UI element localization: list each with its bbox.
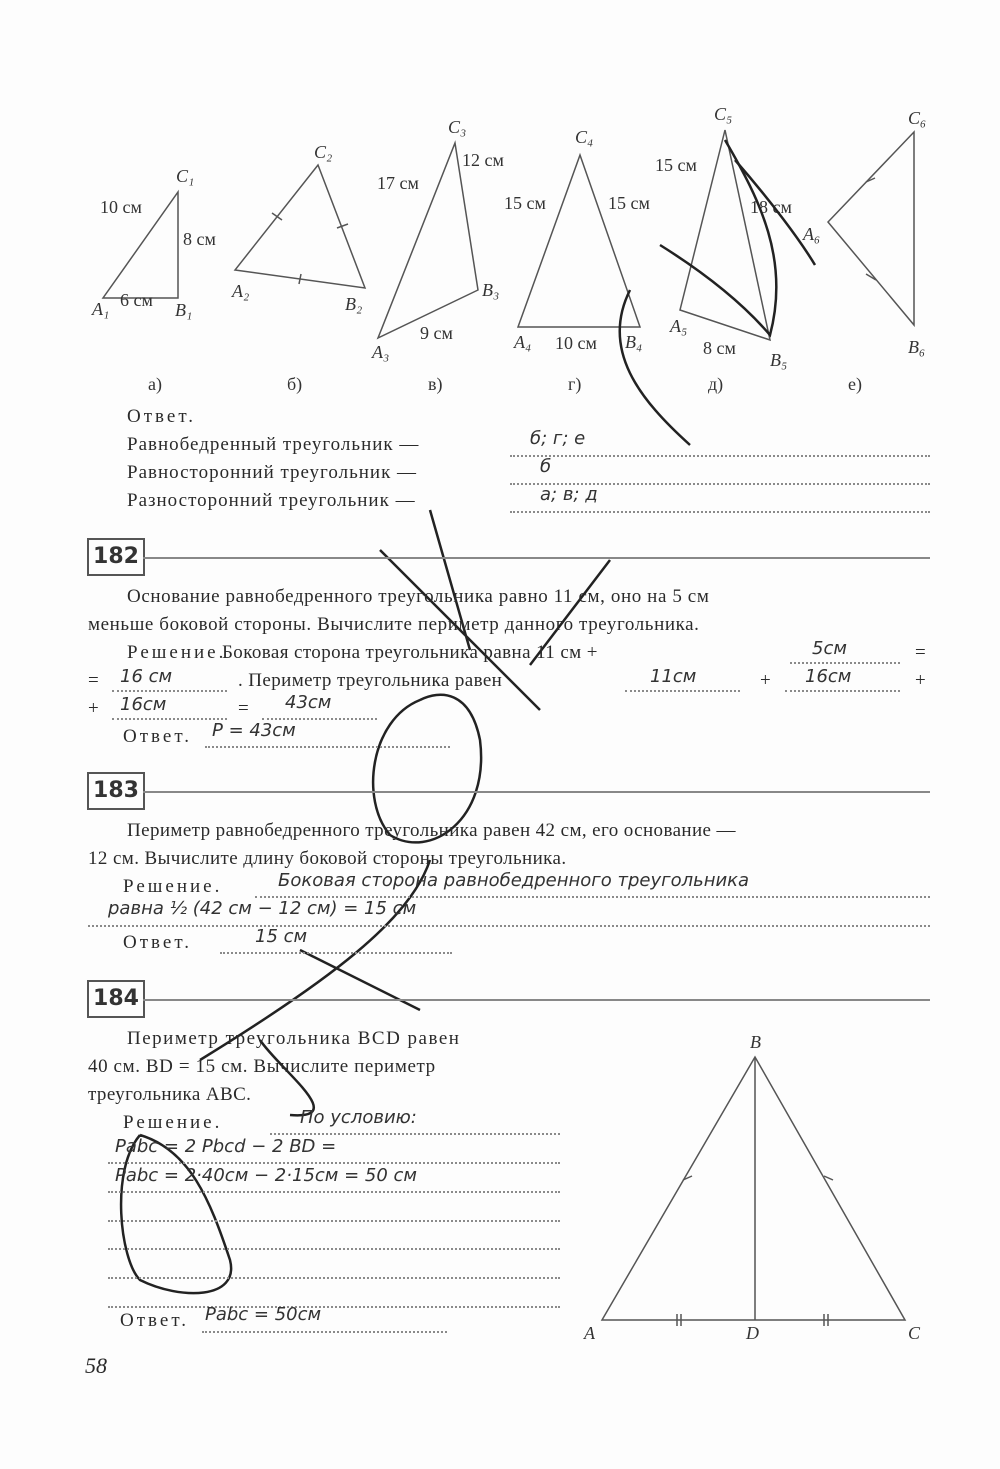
solution-field[interactable]: равна ½ (42 см − 12 см) = 15 см (108, 898, 417, 919)
answer-label: Ответ. (120, 1310, 189, 1331)
vertex-label: A₆ (803, 224, 821, 244)
side-label: 8 см (183, 229, 216, 249)
equals-sign: = (238, 698, 249, 719)
solution-text: . Периметр треугольника равен (238, 670, 503, 691)
triangle-e (802, 108, 926, 395)
answer-field[interactable]: 15 см (255, 926, 308, 947)
equilateral-answer[interactable]: б (540, 456, 552, 477)
side-label: 15 см (608, 193, 650, 213)
task-text: Периметр равнобедренного треугольника равен 42 см, его основание — (127, 820, 736, 841)
triangle-abc (583, 1032, 921, 1343)
isosceles-answer[interactable]: б; г; е (530, 428, 586, 449)
task-text: 40 см. BD = 15 см. Вычислите периметр (88, 1056, 436, 1077)
vertex-label: C (908, 1323, 921, 1343)
plus-sign: + (760, 670, 771, 691)
task-text: меньше боковой стороны. Вычислите периметр данного треугольника. (88, 614, 700, 635)
task-text: 12 см. Вычислите длину боковой стороны треугольника. (88, 848, 567, 869)
answer-field[interactable]: 16 см (120, 666, 173, 687)
vertex-label: A₅ (670, 316, 688, 336)
figure-caption: а) (148, 374, 162, 394)
vertex-label: A₄ (514, 332, 532, 352)
side-label: 6 см (120, 290, 153, 310)
figure-caption: в) (428, 374, 443, 394)
vertex-label: C₂ (314, 142, 333, 162)
answer-field[interactable]: Pabc = 50см (205, 1304, 322, 1325)
scalene-answer[interactable]: а; в; д (540, 484, 598, 505)
answer-field[interactable]: 16см (120, 694, 167, 715)
task-text: треугольника ABC. (88, 1084, 252, 1105)
vertex-label: C₃ (448, 117, 467, 137)
solution-field[interactable]: Pabc = 2 Pbcd − 2 BD = (115, 1136, 337, 1157)
answer-field[interactable]: P = 43см (212, 720, 296, 741)
solution-text: Боковая сторона треугольника равна 11 см + (222, 642, 598, 663)
side-label: 17 см (377, 173, 419, 193)
task-text: Периметр треугольника BCD равен (127, 1028, 461, 1049)
side-label: 18 см (750, 197, 792, 217)
triangle-g (504, 127, 650, 395)
vertex-label: A₁ (92, 299, 110, 319)
solution-field[interactable]: Pabc = 2·40см − 2·15см = 50 см (115, 1165, 417, 1186)
triangle-a (91, 166, 216, 395)
answer-label: Ответ. (127, 406, 196, 427)
figure-caption: е) (848, 374, 862, 394)
solution-label: Решение. (123, 876, 223, 897)
vertex-label: C₁ (176, 166, 195, 186)
equilateral-label: Равносторонний треугольник — (127, 462, 418, 483)
page-number: 58 (85, 1353, 107, 1378)
triangle-b (231, 142, 365, 395)
task-number: 184 (87, 980, 145, 1018)
figure-caption: б) (287, 374, 303, 394)
solution-field[interactable]: По условию: (300, 1107, 417, 1128)
vertex-label: B₂ (345, 294, 363, 314)
vertex-label: B (750, 1032, 761, 1052)
solution-field[interactable]: Боковая сторона равнобедренного треугольника (278, 870, 750, 891)
scalene-label: Разносторонний треугольник — (127, 490, 416, 511)
vertex-label: B₆ (908, 337, 926, 357)
solution-label: Решение. (127, 642, 227, 663)
task-text: Основание равнобедренного треугольника равно 11 см, оно на 5 см (127, 586, 710, 607)
isosceles-label: Равнобедренный треугольник — (127, 434, 420, 455)
answer-field[interactable]: 5см (812, 638, 847, 659)
figure-caption: д) (708, 374, 724, 394)
plus-sign: + (915, 670, 926, 691)
side-label: 15 см (655, 155, 697, 175)
vertex-label: C₄ (575, 127, 594, 147)
side-label: 15 см (504, 193, 546, 213)
vertex-label: A₃ (372, 342, 390, 362)
side-label: 8 см (703, 338, 736, 358)
vertex-label: B₅ (770, 350, 788, 370)
triangle-v (371, 117, 504, 395)
task-number: 182 (87, 538, 145, 576)
answer-field[interactable]: 43см (285, 692, 332, 713)
vertex-label: C₅ (714, 104, 733, 124)
task-number: 183 (87, 772, 145, 810)
side-label: 10 см (100, 197, 142, 217)
vertex-label: A₂ (232, 281, 250, 301)
side-label: 12 см (462, 150, 504, 170)
answer-label: Ответ. (123, 726, 192, 747)
vertex-label: B₄ (625, 332, 643, 352)
vertex-label: C₆ (908, 108, 927, 128)
equals-sign: = (88, 670, 99, 691)
vertex-label: B₃ (482, 280, 500, 300)
equals-sign: = (915, 642, 926, 663)
pen-scribbles (121, 140, 815, 1293)
plus-sign: + (88, 698, 99, 719)
side-label: 9 см (420, 323, 453, 343)
vertex-label: D (746, 1323, 759, 1343)
vertex-label: B₁ (175, 300, 193, 320)
answer-field[interactable]: 11см (650, 666, 697, 687)
answer-field[interactable]: 16см (805, 666, 852, 687)
vertex-label: A (584, 1323, 595, 1343)
answer-label: Ответ. (123, 932, 192, 953)
figure-caption: г) (568, 374, 582, 394)
side-label: 10 см (555, 333, 597, 353)
solution-label: Решение. (123, 1112, 223, 1133)
